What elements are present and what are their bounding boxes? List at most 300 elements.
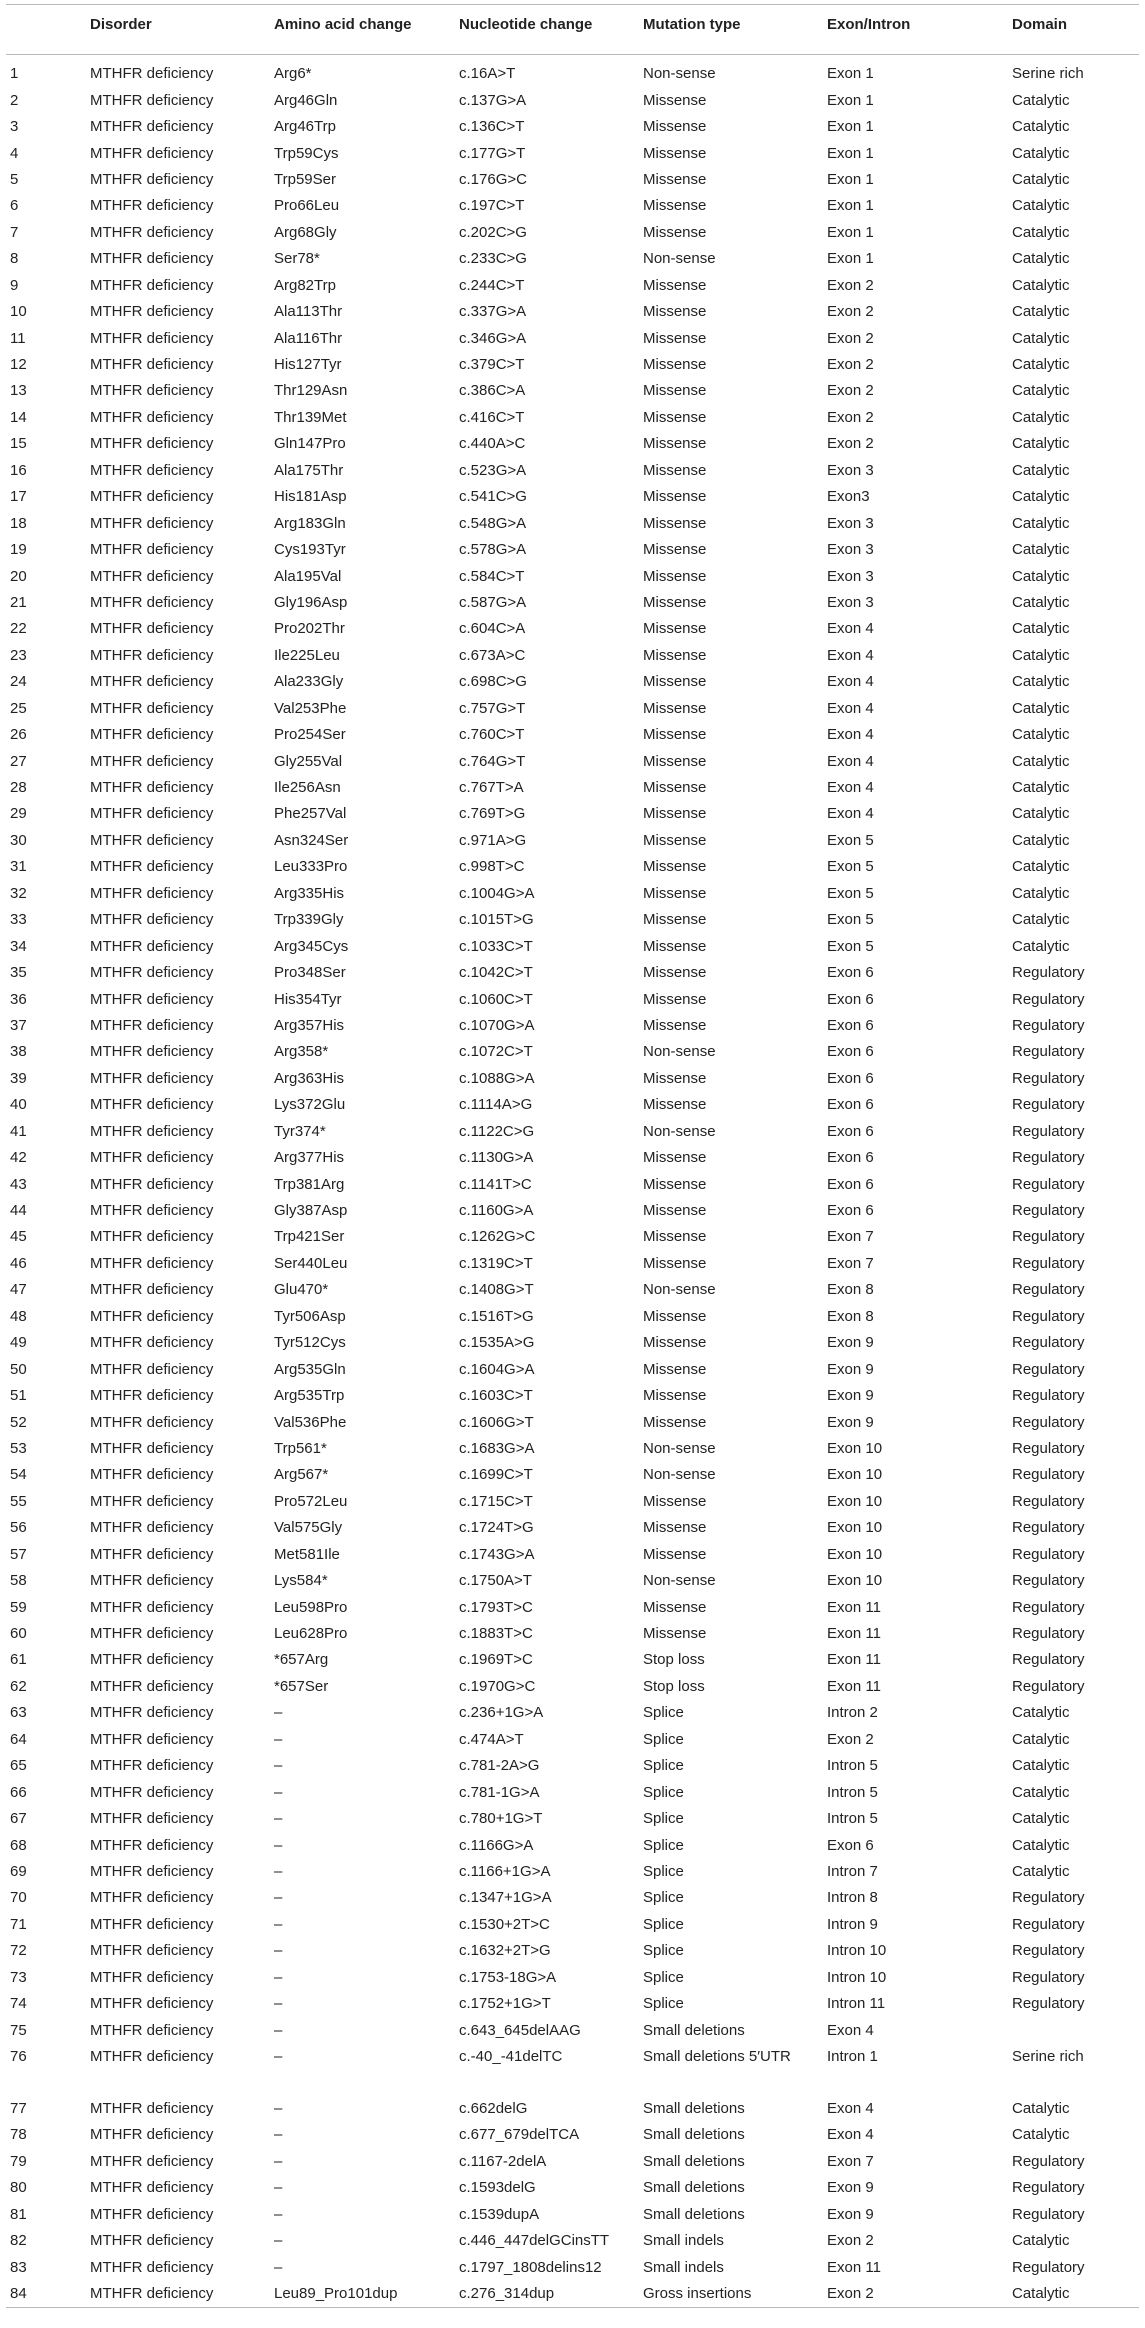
nucleotide-cell: c.604C>A xyxy=(459,620,526,638)
nucleotide-cell: c.1750A>T xyxy=(459,1572,532,1590)
domain-cell: Catalytic xyxy=(1012,514,1070,532)
table-row xyxy=(6,1965,1139,1991)
row-index: 40 xyxy=(10,1096,27,1114)
disorder-cell: MTHFR deficiency xyxy=(90,303,214,321)
table-row xyxy=(6,325,1139,351)
table-row xyxy=(6,484,1139,510)
domain-cell: Catalytic xyxy=(1012,593,1070,611)
mutation-type-cell: Non-sense xyxy=(643,1439,716,1457)
domain-cell: Catalytic xyxy=(1012,2232,1070,2250)
amino-acid-cell: *657Ser xyxy=(274,1677,329,1695)
exon-intron-cell: Exon 1 xyxy=(827,223,874,241)
nucleotide-cell: c.1070G>A xyxy=(459,1016,535,1034)
row-index: 37 xyxy=(10,1016,27,1034)
table-row xyxy=(6,246,1139,272)
nucleotide-cell: c.677_679delTCA xyxy=(459,2126,580,2144)
domain-cell: Serine rich xyxy=(1012,2047,1084,2065)
amino-acid-cell: Lys584* xyxy=(274,1572,328,1590)
table-row xyxy=(6,616,1139,642)
mutation-type-cell: Small indels xyxy=(643,2232,724,2250)
domain-cell: Catalytic xyxy=(1012,673,1070,691)
exon-intron-cell: Exon 6 xyxy=(827,964,874,982)
row-index: 58 xyxy=(10,1572,27,1590)
row-index: 62 xyxy=(10,1677,27,1695)
row-index: 29 xyxy=(10,805,27,823)
mutation-type-cell: Missense xyxy=(643,435,707,453)
row-index: 43 xyxy=(10,1175,27,1193)
table-row xyxy=(6,1356,1139,1382)
exon-intron-cell: Exon 2 xyxy=(827,276,874,294)
exon-intron-cell: Exon 2 xyxy=(827,382,874,400)
amino-acid-cell: Asn324Ser xyxy=(274,831,349,849)
domain-cell: Regulatory xyxy=(1012,1281,1085,1299)
table-row xyxy=(6,1330,1139,1356)
nucleotide-cell: c.1603C>T xyxy=(459,1387,533,1405)
nucleotide-cell: c.767T>A xyxy=(459,779,524,797)
disorder-cell: MTHFR deficiency xyxy=(90,990,214,1008)
exon-intron-cell: Exon 2 xyxy=(827,408,874,426)
mutation-type-cell: Gross insertions xyxy=(639,2281,823,2308)
domain-cell: Catalytic xyxy=(1012,1704,1070,1722)
mutation-type-cell: Stop loss xyxy=(643,1677,705,1695)
mutation-type-cell: Missense xyxy=(643,382,707,400)
disorder-cell: MTHFR deficiency xyxy=(90,858,214,876)
exon-intron-cell: Intron 7 xyxy=(827,1862,878,1880)
mutation-type-cell: Missense xyxy=(643,1149,707,1167)
disorder-cell: MTHFR deficiency xyxy=(90,567,214,585)
exon-intron-cell: Exon 11 xyxy=(827,1677,881,1695)
mutation-type-cell: Missense xyxy=(643,514,707,532)
row-index: 63 xyxy=(10,1704,27,1722)
disorder-cell: MTHFR deficiency xyxy=(90,646,214,664)
mutation-type-cell: Missense xyxy=(643,488,707,506)
exon-intron-cell: Exon 10 xyxy=(827,1519,883,1537)
exon-intron-cell: Exon 7 xyxy=(827,1254,874,1272)
disorder-cell: MTHFR deficiency xyxy=(90,1942,214,1960)
table-row xyxy=(6,1568,1139,1594)
table-row xyxy=(6,352,1139,378)
row-index: 11 xyxy=(10,329,26,347)
disorder-cell: MTHFR deficiency xyxy=(90,726,214,744)
exon-intron-cell: Exon 1 xyxy=(827,197,874,215)
amino-acid-cell: Ile225Leu xyxy=(274,646,340,664)
row-index: 44 xyxy=(10,1202,27,1220)
domain-cell: Catalytic xyxy=(1008,2281,1139,2308)
amino-acid-cell: Arg567* xyxy=(274,1466,329,1484)
disorder-cell: MTHFR deficiency xyxy=(90,1598,214,1616)
exon-intron-cell: Exon 1 xyxy=(827,65,874,83)
disorder-cell: MTHFR deficiency xyxy=(90,1360,214,1378)
table-row xyxy=(6,775,1139,801)
disorder-cell: MTHFR deficiency xyxy=(90,1862,214,1880)
row-index: 41 xyxy=(10,1122,27,1140)
mutation-type-cell: Splice xyxy=(643,1704,684,1722)
row-index: 59 xyxy=(10,1598,27,1616)
mutation-type-cell: Missense xyxy=(643,1254,707,1272)
disorder-cell: MTHFR deficiency xyxy=(90,1413,214,1431)
row-index: 78 xyxy=(10,2126,27,2144)
mutation-type-cell: Missense xyxy=(643,779,707,797)
table-row xyxy=(6,1198,1139,1224)
amino-acid-cell: Pro66Leu xyxy=(274,197,340,215)
domain-cell: Regulatory xyxy=(1012,1387,1085,1405)
table-row xyxy=(6,1779,1139,1805)
amino-acid-cell: Thr129Asn xyxy=(274,382,348,400)
row-index: 15 xyxy=(10,435,27,453)
domain-cell: Regulatory xyxy=(1012,1968,1085,1986)
row-index: 54 xyxy=(10,1466,27,1484)
domain-cell: Catalytic xyxy=(1012,567,1070,585)
amino-acid-cell: – xyxy=(274,2047,283,2065)
mutation-type-cell: Missense xyxy=(643,276,707,294)
nucleotide-cell: c.1539dupA xyxy=(459,2205,540,2223)
amino-acid-cell: Thr139Met xyxy=(274,408,347,426)
disorder-cell: MTHFR deficiency xyxy=(90,1096,214,1114)
mutation-type-cell: Missense xyxy=(643,937,707,955)
domain-cell: Regulatory xyxy=(1012,1492,1085,1510)
amino-acid-cell: His181Asp xyxy=(274,488,347,506)
domain-cell: Regulatory xyxy=(1012,2152,1085,2170)
table-row xyxy=(6,378,1139,404)
disorder-cell: MTHFR deficiency xyxy=(90,488,214,506)
amino-acid-cell: Cys193Tyr xyxy=(274,541,346,559)
amino-acid-cell: – xyxy=(274,1889,283,1907)
domain-cell: Catalytic xyxy=(1012,118,1070,136)
amino-acid-cell: Arg46Trp xyxy=(274,118,336,136)
exon-intron-cell: Exon 2 xyxy=(827,435,874,453)
disorder-cell: MTHFR deficiency xyxy=(90,884,214,902)
mutation-type-cell: Splice xyxy=(643,1730,684,1748)
table-row xyxy=(6,1409,1139,1435)
row-index: 68 xyxy=(10,1836,27,1854)
amino-acid-cell: – xyxy=(274,2205,283,2223)
nucleotide-cell: c.1530+2T>C xyxy=(459,1915,550,1933)
disorder-cell: MTHFR deficiency xyxy=(90,1069,214,1087)
exon-intron-cell: Exon 4 xyxy=(827,2126,874,2144)
mutation-type-cell: Non-sense xyxy=(643,1466,716,1484)
mutation-type-cell: Missense xyxy=(643,1545,707,1563)
disorder-cell: MTHFR deficiency xyxy=(90,1889,214,1907)
nucleotide-cell: c.1130G>A xyxy=(459,1149,534,1167)
domain-cell: Regulatory xyxy=(1012,1545,1085,1563)
mutation-type-cell: Splice xyxy=(643,1862,684,1880)
mutation-type-cell: Missense xyxy=(643,1625,707,1643)
disorder-cell: MTHFR deficiency xyxy=(90,1387,214,1405)
exon-intron-cell: Intron 9 xyxy=(827,1915,878,1933)
amino-acid-cell: Arg535Gln xyxy=(274,1360,346,1378)
mutation-type-cell: Non-sense xyxy=(643,250,716,268)
disorder-cell: MTHFR deficiency xyxy=(90,461,214,479)
exon-intron-cell: Exon 2 xyxy=(827,356,874,374)
table-row xyxy=(6,2149,1139,2175)
table-row xyxy=(6,2228,1139,2254)
exon-intron-cell: Exon 6 xyxy=(827,1096,874,1114)
domain-cell: Regulatory xyxy=(1012,1942,1085,1960)
table-row xyxy=(6,590,1139,616)
nucleotide-cell: c.523G>A xyxy=(459,461,527,479)
table-row xyxy=(6,1885,1139,1911)
domain-cell: Regulatory xyxy=(1012,1254,1085,1272)
amino-acid-cell: Ala195Val xyxy=(274,567,342,585)
mutation-type-cell: Missense xyxy=(643,858,707,876)
amino-acid-cell: – xyxy=(274,1942,283,1960)
table-row xyxy=(6,1383,1139,1409)
exon-intron-cell: Exon 11 xyxy=(827,2258,881,2276)
row-index: 12 xyxy=(10,356,27,374)
row-index: 79 xyxy=(10,2152,27,2170)
table-row xyxy=(6,828,1139,854)
mutation-type-cell: Missense xyxy=(643,752,707,770)
domain-cell: Regulatory xyxy=(1012,1307,1085,1325)
table-row xyxy=(6,55,1139,88)
row-index: 4 xyxy=(10,144,19,162)
row-index: 18 xyxy=(10,514,27,532)
amino-acid-cell: Gly196Asp xyxy=(274,593,348,611)
exon-intron-cell: Exon 1 xyxy=(827,118,874,136)
mutation-type-cell: Splice xyxy=(643,1889,684,1907)
table-row xyxy=(6,1171,1139,1197)
exon-intron-cell: Exon 3 xyxy=(827,567,874,585)
exon-intron-cell: Exon 2 xyxy=(827,303,874,321)
disorder-cell: MTHFR deficiency xyxy=(90,964,214,982)
amino-acid-cell: – xyxy=(274,1995,283,2013)
amino-acid-cell: Arg46Gln xyxy=(274,91,338,109)
disorder-cell: MTHFR deficiency xyxy=(90,752,214,770)
amino-acid-cell: Tyr512Cys xyxy=(274,1334,346,1352)
exon-intron-cell: Exon 3 xyxy=(827,514,874,532)
table-row xyxy=(6,933,1139,959)
domain-cell: Regulatory xyxy=(1012,2179,1085,2197)
exon-intron-cell: Exon 4 xyxy=(827,620,874,638)
header-domain: Domain xyxy=(1008,5,1139,55)
mutation-type-cell: Splice xyxy=(643,1968,684,1986)
table-row xyxy=(6,1727,1139,1753)
table-row xyxy=(6,801,1139,827)
domain-cell: Regulatory xyxy=(1012,990,1085,1008)
amino-acid-cell: Trp339Gly xyxy=(274,911,344,929)
amino-acid-cell: – xyxy=(274,1810,283,1828)
disorder-cell: MTHFR deficiency xyxy=(90,1175,214,1193)
nucleotide-cell: c.474A>T xyxy=(459,1730,524,1748)
disorder-cell: MTHFR deficiency xyxy=(90,1757,214,1775)
amino-acid-cell: Ile256Asn xyxy=(274,779,341,797)
disorder-cell: MTHFR deficiency xyxy=(90,1730,214,1748)
disorder-cell: MTHFR deficiency xyxy=(90,118,214,136)
domain-cell: Catalytic xyxy=(1012,356,1070,374)
nucleotide-cell: c.662delG xyxy=(459,2100,528,2118)
disorder-cell: MTHFR deficiency xyxy=(90,805,214,823)
disorder-cell: MTHFR deficiency xyxy=(90,831,214,849)
amino-acid-cell: Ala233Gly xyxy=(274,673,344,691)
amino-acid-cell: Val253Phe xyxy=(274,699,347,717)
exon-intron-cell: Intron 5 xyxy=(827,1783,878,1801)
disorder-cell: MTHFR deficiency xyxy=(90,1439,214,1457)
nucleotide-cell: c.1604G>A xyxy=(459,1360,535,1378)
exon-intron-cell: Exon 6 xyxy=(827,1149,874,1167)
row-index: 80 xyxy=(10,2179,27,2197)
mutation-type-cell: Missense xyxy=(643,593,707,611)
row-index: 52 xyxy=(10,1413,27,1431)
exon-intron-cell: Exon 5 xyxy=(827,937,874,955)
domain-cell: Catalytic xyxy=(1012,937,1070,955)
exon-intron-cell: Exon 1 xyxy=(827,144,874,162)
row-index: 22 xyxy=(10,620,27,638)
disorder-cell: MTHFR deficiency xyxy=(90,276,214,294)
amino-acid-cell: Trp59Cys xyxy=(274,144,339,162)
disorder-cell: MTHFR deficiency xyxy=(90,223,214,241)
domain-cell: Regulatory xyxy=(1012,1149,1085,1167)
table-row xyxy=(6,220,1139,246)
nucleotide-cell: c.446_447delGCinsTT xyxy=(459,2232,610,2250)
mutation-type-cell: Splice xyxy=(643,1783,684,1801)
table-row xyxy=(6,722,1139,748)
domain-cell: Regulatory xyxy=(1012,1915,1085,1933)
nucleotide-cell: c.1072C>T xyxy=(459,1043,533,1061)
domain-cell: Catalytic xyxy=(1012,752,1070,770)
table-row xyxy=(6,1066,1139,1092)
amino-acid-cell: Gln147Pro xyxy=(274,435,346,453)
row-index: 14 xyxy=(10,408,27,426)
disorder-cell: MTHFR deficiency xyxy=(90,514,214,532)
mutation-type-cell: Missense xyxy=(643,1334,707,1352)
exon-intron-cell: Exon 4 xyxy=(827,646,874,664)
exon-intron-cell: Exon 4 xyxy=(827,726,874,744)
table-row xyxy=(6,960,1139,986)
disorder-cell: MTHFR deficiency xyxy=(90,593,214,611)
table-row xyxy=(6,2202,1139,2228)
disorder-cell: MTHFR deficiency xyxy=(90,2232,214,2250)
amino-acid-cell: Glu470* xyxy=(274,1281,329,1299)
disorder-cell: MTHFR deficiency xyxy=(90,1651,214,1669)
row-index: 21 xyxy=(10,593,27,611)
exon-intron-cell: Exon 4 xyxy=(827,673,874,691)
nucleotide-cell: c.1114A>G xyxy=(459,1096,533,1114)
nucleotide-cell: c.16A>T xyxy=(459,65,516,83)
exon-intron-cell: Exon 10 xyxy=(827,1545,883,1563)
exon-intron-cell: Intron 5 xyxy=(827,1757,878,1775)
table-row xyxy=(6,1806,1139,1832)
exon-intron-cell: Exon 10 xyxy=(827,1439,883,1457)
domain-cell: Catalytic xyxy=(1012,646,1070,664)
amino-acid-cell: Leu89_Pro101dup xyxy=(270,2281,455,2308)
nucleotide-cell: c.781-2A>G xyxy=(459,1757,540,1775)
mutation-type-cell: Missense xyxy=(643,1175,707,1193)
nucleotide-cell: c.1033C>T xyxy=(459,937,533,955)
amino-acid-cell: His354Tyr xyxy=(274,990,342,1008)
row-index: 51 xyxy=(10,1387,27,1405)
amino-acid-cell: Lys372Glu xyxy=(274,1096,346,1114)
disorder-cell: MTHFR deficiency xyxy=(90,65,214,83)
exon-intron-cell: Exon 6 xyxy=(827,1122,874,1140)
nucleotide-cell: c.346G>A xyxy=(459,329,527,347)
amino-acid-cell: Trp59Ser xyxy=(274,170,336,188)
table-row xyxy=(6,1912,1139,1938)
domain-cell: Regulatory xyxy=(1012,964,1085,982)
table-row xyxy=(6,1700,1139,1726)
nucleotide-cell: c.136C>T xyxy=(459,118,525,136)
disorder-cell: MTHFR deficiency xyxy=(90,1122,214,1140)
row-index: 24 xyxy=(10,673,27,691)
disorder-cell: MTHFR deficiency xyxy=(90,197,214,215)
nucleotide-cell: c.1715C>T xyxy=(459,1492,533,1510)
nucleotide-cell: c.548G>A xyxy=(459,514,527,532)
amino-acid-cell: Ala175Thr xyxy=(274,461,344,479)
row-index: 31 xyxy=(10,858,27,876)
table-row xyxy=(6,2017,1139,2043)
row-index: 25 xyxy=(10,699,27,717)
amino-acid-cell: – xyxy=(274,1862,283,1880)
nucleotide-cell: c.1060C>T xyxy=(459,990,533,1008)
table-row xyxy=(6,1251,1139,1277)
exon-intron-cell: Exon 11 xyxy=(827,1625,881,1643)
exon-intron-cell: Exon 1 xyxy=(827,91,874,109)
table-row xyxy=(6,1224,1139,1250)
table-row xyxy=(6,1832,1139,1858)
nucleotide-cell: c.244C>T xyxy=(459,276,525,294)
exon-intron-cell: Intron 1 xyxy=(827,2047,878,2065)
row-index: 55 xyxy=(10,1492,27,1510)
domain-cell: Regulatory xyxy=(1012,1334,1085,1352)
nucleotide-cell: c.1683G>A xyxy=(459,1439,535,1457)
disorder-cell: MTHFR deficiency xyxy=(90,382,214,400)
mutation-type-cell: Missense xyxy=(643,1387,707,1405)
disorder-cell: MTHFR deficiency xyxy=(90,1677,214,1695)
disorder-cell: MTHFR deficiency xyxy=(90,91,214,109)
row-index: 23 xyxy=(10,646,27,664)
mutation-type-cell: Missense xyxy=(643,884,707,902)
disorder-cell: MTHFR deficiency xyxy=(90,1492,214,1510)
exon-intron-cell: Exon 4 xyxy=(827,779,874,797)
row-index: 72 xyxy=(10,1942,27,1960)
mutation-type-cell: Small deletions xyxy=(643,2100,745,2118)
amino-acid-cell: Ser78* xyxy=(274,250,320,268)
mutation-type-cell: Missense xyxy=(643,805,707,823)
row-index: 13 xyxy=(10,382,27,400)
amino-acid-cell: Arg82Trp xyxy=(274,276,336,294)
disorder-cell: MTHFR deficiency xyxy=(90,911,214,929)
mutation-type-cell: Missense xyxy=(643,223,707,241)
disorder-cell: MTHFR deficiency xyxy=(90,144,214,162)
domain-cell: Catalytic xyxy=(1012,884,1070,902)
amino-acid-cell: Gly255Val xyxy=(274,752,343,770)
table-row xyxy=(6,643,1139,669)
row-index: 5 xyxy=(10,170,19,188)
table-row xyxy=(6,273,1139,299)
table-row xyxy=(6,431,1139,457)
mutation-type-cell: Missense xyxy=(643,1096,707,1114)
domain-cell: Catalytic xyxy=(1012,858,1070,876)
table-row xyxy=(6,1013,1139,1039)
disorder-cell: MTHFR deficiency xyxy=(90,1202,214,1220)
nucleotide-cell: c.1883T>C xyxy=(459,1625,533,1643)
mutation-type-cell: Missense xyxy=(643,1519,707,1537)
row-index: 33 xyxy=(10,911,27,929)
exon-intron-cell: Intron 11 xyxy=(827,1995,886,2013)
row-index: 26 xyxy=(10,726,27,744)
row-index: 84 xyxy=(6,2281,86,2308)
amino-acid-cell: – xyxy=(274,1968,283,1986)
amino-acid-cell: Trp421Ser xyxy=(274,1228,345,1246)
table-row xyxy=(6,2096,1139,2122)
disorder-cell: MTHFR deficiency xyxy=(90,1625,214,1643)
nucleotide-cell: c.584C>T xyxy=(459,567,525,585)
row-index: 45 xyxy=(10,1228,27,1246)
row-index: 60 xyxy=(10,1625,27,1643)
table-row xyxy=(6,748,1139,774)
exon-intron-cell: Exon 2 xyxy=(823,2281,1008,2308)
exon-intron-cell: Intron 8 xyxy=(827,1889,878,1907)
nucleotide-cell: c.587G>A xyxy=(459,593,527,611)
